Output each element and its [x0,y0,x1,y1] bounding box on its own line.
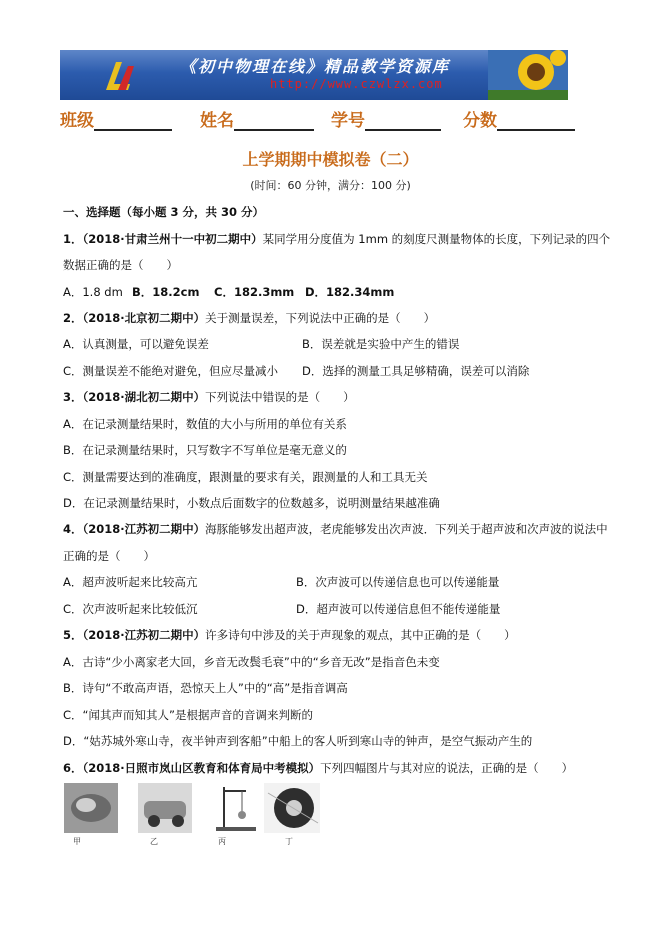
q1-option-a: A．1.8 dm [63,285,123,299]
exam-subtitle: (时间：60 分钟，满分：100 分) [250,179,411,192]
q3-stem: 下列说法中错误的是（ ） [205,390,355,404]
q1-number: 1． [63,232,83,246]
q1-option-d: D．182.34mm [305,285,395,299]
q1-option-b: B．18.2cm [132,285,200,299]
q3-number: 3． [63,390,83,404]
q4-option-c: C．次声波听起来比较低沉 [63,602,198,616]
figure-ding-image [264,783,320,833]
class-field[interactable] [60,106,172,131]
exam-title: 上学期期中模拟卷（二） [242,150,419,169]
q1-source: （2018·甘肃兰州十一中初二期中） [82,232,263,246]
banner-title: 《初中物理在线》精品教学资源库 [180,57,451,76]
q3-option-a: A．在记录测量结果时，数值的大小与所用的单位有关系 [63,417,347,431]
q3-option-b: B．在记录测量结果时，只写数字不写单位是毫无意义的 [63,443,347,457]
q2-option-b: B．误差就是实验中产生的错误 [302,337,460,351]
figure-bing-image [212,783,266,833]
q2-option-d: D．选择的测量工具足够精确，误差可以消除 [302,364,530,378]
q6-stem: 下列四幅图片与其对应的说法，正确的是（ ） [320,761,574,775]
number-blank[interactable] [365,111,441,131]
caption-jia: 甲 [73,837,81,846]
q5-stem: 许多诗句中涉及的关于声现象的观点，其中正确的是（ ） [205,628,516,642]
section-heading: 一、选择题（每小题 3 分，共 30 分） [63,205,265,219]
q4-number: 4． [63,522,83,536]
q2-option-c: C．测量误差不能绝对避免，但应尽量减小 [63,364,279,378]
q2-source: （2018·北京初二期中） [82,311,206,325]
q2-stem: 关于测量误差，下列说法中正确的是（ ） [205,311,436,325]
q5-option-b: B．诗句“不敢高声语，恐惊天上人”中的“高”是指音调高 [63,681,348,695]
q1-stem-1: 某同学用分度值为 1mm 的刻度尺测量物体的长度，下列记录的四个 [262,232,611,246]
logo-icon [100,56,144,94]
name-label: 姓名 [200,111,234,131]
name-field[interactable] [200,106,314,131]
question-2-stem [63,310,435,326]
q4-stem-2: 正确的是（ ） [63,549,155,563]
question-3-stem [63,389,355,405]
number-label: 学号 [331,111,365,131]
caption-yi: 乙 [150,837,158,846]
banner-url: http://www.czwlzx.com [270,77,443,91]
q5-option-a: A．古诗“少小离家老大回，乡音无改鬓毛衰”中的“乡音无改”是指音色未变 [63,655,440,669]
score-label: 分数 [463,111,497,131]
q5-option-d: D．“姑苏城外寒山寺，夜半钟声到客船”中船上的客人听到寒山寺的钟声，是空气振动产生的 [63,734,533,748]
student-number-field[interactable] [331,106,441,131]
question-1-stem [63,231,610,247]
q1-option-c: C．182.3mm [214,285,295,299]
q4-option-a: A．超声波听起来比较高亢 [63,575,198,589]
q3-source: （2018·湖北初二期中） [82,390,206,404]
figure-jia-image [64,783,118,833]
q4-option-d: D．超声波可以传递信息但不能传递能量 [296,602,501,616]
q3-option-d: D．在记录测量结果时，小数点后面数字的位数越多，说明测量结果越准确 [63,496,440,510]
q5-number: 5． [63,628,83,642]
question-5-stem [63,627,516,643]
q5-option-c: C．“闻其声而知其人”是根据声音的音调来判断的 [63,708,313,722]
class-label: 班级 [60,111,94,131]
q1-stem-2: 数据正确的是（ ） [63,258,178,272]
q4-option-b: B．次声波可以传递信息也可以传递能量 [296,575,500,589]
question-6-stem [63,760,573,776]
q2-option-a: A．认真测量，可以避免误差 [63,337,209,351]
figure-yi-image [138,783,192,833]
q4-source: （2018·江苏初二期中） [82,522,206,536]
q5-source: （2018·江苏初二期中） [82,628,206,642]
q4-stem-1: 海豚能够发出超声波，老虎能够发出次声波．下列关于超声波和次声波的说法中 [205,522,608,536]
class-blank[interactable] [94,111,172,131]
caption-bing: 丙 [218,837,226,846]
q6-number: 6． [63,761,83,775]
caption-ding: 丁 [285,837,293,846]
question-4-stem [63,521,608,537]
name-blank[interactable] [234,111,314,131]
score-field[interactable] [463,106,575,131]
sunflower-icon [488,50,568,100]
q2-number: 2． [63,311,83,325]
q3-option-c: C．测量需要达到的准确度，跟测量的要求有关，跟测量的人和工具无关 [63,470,428,484]
score-blank[interactable] [497,111,575,131]
header-banner [60,50,568,100]
q6-source: （2018·日照市岚山区教育和体育局中考模拟） [82,761,321,775]
